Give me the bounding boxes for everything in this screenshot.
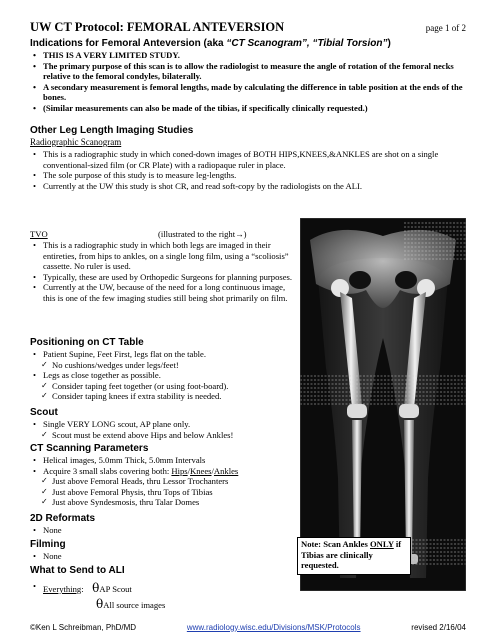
filming-list bbox=[30, 551, 230, 562]
ali-send-list bbox=[30, 581, 165, 611]
scout-heading: Scout bbox=[30, 407, 58, 418]
positioning-heading: Positioning on CT Table bbox=[30, 337, 144, 348]
radiographic-scanogram-subheading: Radiographic Scanogram bbox=[30, 137, 122, 147]
footer bbox=[30, 623, 466, 632]
tvo-xray-image bbox=[300, 218, 466, 591]
footer-url-link[interactable]: www.radiology.wisc.edu/Divisions/MSK/Protocols bbox=[186, 623, 361, 632]
list-item: • None bbox=[30, 525, 230, 536]
indications-list bbox=[30, 50, 468, 114]
list-item: ✓ Just above Syndesmosis, thru Talar Domes bbox=[30, 497, 298, 508]
footer-author: ©Ken L Schreibman, PhD/MD bbox=[30, 623, 137, 632]
list-item: θAll source images bbox=[96, 597, 166, 611]
ct-params-heading: CT Scanning Parameters bbox=[30, 443, 149, 454]
list-item: • Everything: θAP Scout bbox=[33, 581, 132, 595]
reformats-list bbox=[30, 525, 230, 536]
list-item: • Legs as close together as possible. bbox=[30, 370, 298, 381]
list-item: ✓ Just above Femoral Heads, thru Lessor Trochanters bbox=[30, 476, 298, 487]
page-number: page 1 of 2 bbox=[425, 23, 466, 33]
ali-everything-label: Everything bbox=[43, 584, 82, 594]
list-item: • This is a radiographic study in which both legs are imaged in their entireties, from hips to ankles, on a single long film, using a “scoliosis” cassette. No ruler is used. bbox=[30, 240, 298, 272]
slab-hips: Hips bbox=[171, 465, 188, 476]
list-item: • A secondary measurement is femoral lengths, made by calculating the difference in table position at the ends of the bones. bbox=[30, 82, 468, 103]
ali-heading: What to Send to ALI bbox=[30, 565, 125, 576]
list-item: • Acquire 3 small slabs covering both: Hips/Knees/Ankles bbox=[30, 466, 298, 477]
header bbox=[30, 20, 466, 35]
list-item: • Currently at the UW this study is shot CR, and read soft-copy by the radiologists on the ALI. bbox=[30, 181, 468, 192]
filming-heading: Filming bbox=[30, 539, 66, 550]
reformats-heading: 2D Reformats bbox=[30, 513, 96, 524]
scanogram-list bbox=[30, 149, 468, 191]
list-item: • (Similar measurements can also be made of the tibias, if specifically clinically requested.) bbox=[30, 103, 468, 114]
list-item: ✓ No cushions/wedges under legs/feet! bbox=[30, 360, 298, 371]
tvo-label: TVO bbox=[30, 229, 48, 239]
slab-knees: Knees bbox=[190, 465, 212, 476]
scout-list bbox=[30, 419, 298, 440]
list-item: ✓ Just above Femoral Physis, thru Tops of Tibias bbox=[30, 487, 298, 498]
tvo-note: (illustrated to the right→) bbox=[158, 229, 247, 239]
ct-params-list bbox=[30, 455, 298, 508]
slab-ankles: Ankles bbox=[213, 465, 239, 476]
footer-revised: revised 2/16/04 bbox=[411, 623, 466, 632]
indications-heading: Indications for Femoral Anteversion (aka “CT Scanogram”, “Tibial Torsion”) bbox=[30, 38, 391, 49]
list-item: ✓ Consider taping feet together (or using foot-board). bbox=[30, 381, 298, 392]
positioning-list bbox=[30, 349, 298, 402]
list-item: • Single VERY LONG scout, AP plane only. bbox=[30, 419, 298, 430]
tvo-label-row bbox=[30, 229, 300, 239]
ankle-scan-note: Note: Scan Ankles ONLY if Tibias are clinically requested. bbox=[297, 537, 411, 575]
list-item: • This is a radiographic study in which coned-down images of BOTH HIPS,KNEES,&ANKLES are shot on a single conventional-sized film (or CR Plate) with a radiopaque ruler in place. bbox=[30, 149, 468, 170]
list-item: • THIS IS A VERY LIMITED STUDY. bbox=[30, 50, 468, 61]
list-item: • Currently at the UW, because of the need for a long continuous image, this is one of the few imaging studies still being shot primarily on film. bbox=[30, 282, 298, 303]
list-item: • None bbox=[30, 551, 230, 562]
other-studies-heading: Other Leg Length Imaging Studies bbox=[30, 125, 194, 136]
list-item: • Helical images, 5.0mm Thick, 5.0mm Intervals bbox=[30, 455, 298, 466]
leg-radiograph-illustration bbox=[300, 218, 466, 591]
list-item: • The primary purpose of this scan is to allow the radiologist to measure the angle of rotation of the femoral necks relative to the femoral condyles, bilaterally. bbox=[30, 61, 468, 82]
list-item: ✓ Scout must be extend above Hips and below Ankles! bbox=[30, 430, 298, 441]
list-item: • Typically, these are used by Orthopedic Surgeons for planning purposes. bbox=[30, 272, 298, 283]
list-item: ✓ Consider taping knees if extra stability is needed. bbox=[30, 391, 298, 402]
list-item: • The sole purpose of this study is to measure leg-lengths. bbox=[30, 170, 468, 181]
page-title: UW CT Protocol: FEMORAL ANTEVERSION bbox=[30, 20, 285, 34]
tvo-list bbox=[30, 240, 298, 304]
list-item: • Patient Supine, Feet First, legs flat on the table. bbox=[30, 349, 298, 360]
